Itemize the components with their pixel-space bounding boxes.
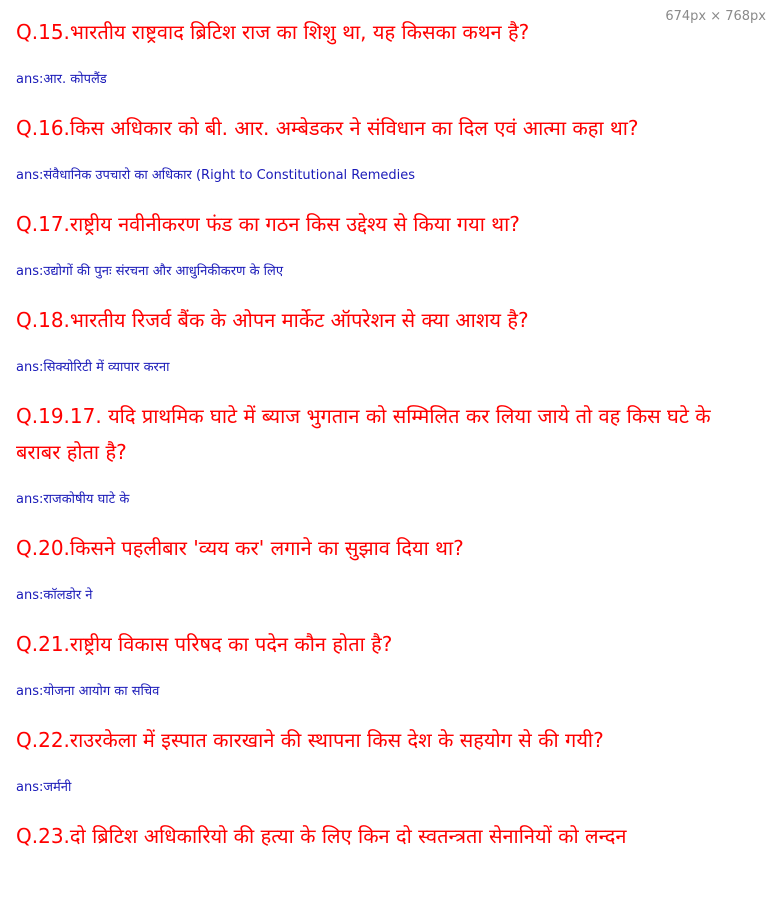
question-text: Q.23.दो ब्रिटिश अधिकारियो की हत्या के लिए किन दो स्वतन्त्रता सेनानियों को लन्दन bbox=[16, 824, 627, 848]
qa-item bbox=[16, 626, 758, 702]
qa-item bbox=[16, 302, 758, 378]
answer-text: ans:संवैधानिक उपचारो का अधिकार (Right to Constitutional Remedies bbox=[16, 168, 416, 183]
qa-item bbox=[16, 206, 758, 282]
answer-text: ans:कॉलडोर ने bbox=[16, 588, 93, 603]
question-text: Q.22.राउरकेला में इस्पात कारखाने की स्थापना किस देश के सहयोग से की गयी? bbox=[16, 728, 604, 752]
qa-item bbox=[16, 14, 758, 90]
dimension-badge: 674px × 768px bbox=[659, 6, 772, 27]
answer-text: ans:आर. कोपलैंड bbox=[16, 72, 107, 87]
qa-item bbox=[16, 818, 758, 854]
question-text: Q.15.भारतीय राष्ट्रवाद ब्रिटिश राज का शिशु था, यह किसका कथन है? bbox=[16, 20, 530, 44]
question-text: Q.19.17. यदि प्राथमिक घाटे में ब्याज भुगतान को सम्मिलित कर लिया जाये तो वह किस घटे के बराबर होता है? bbox=[16, 404, 711, 464]
answer-text: ans:उद्योगों की पुनः संरचना और आधुनिकीकरण के लिए bbox=[16, 264, 284, 279]
answer-text: ans:जर्मनी bbox=[16, 780, 72, 795]
answer-text: ans:सिक्योरिटी में व्यापार करना bbox=[16, 360, 170, 375]
question-text: Q.17.राष्ट्रीय नवीनीकरण फंड का गठन किस उद्देश्य से किया गया था? bbox=[16, 212, 520, 236]
question-text: Q.18.भारतीय रिजर्व बैंक के ओपन मार्केट ऑपरेशन से क्या आशय है? bbox=[16, 308, 529, 332]
question-text: Q.16.किस अधिकार को बी. आर. अम्बेडकर ने संविधान का दिल एवं आत्मा कहा था? bbox=[16, 116, 639, 140]
question-text: Q.21.राष्ट्रीय विकास परिषद का पदेन कौन होता है? bbox=[16, 632, 393, 656]
answer-text: ans:राजकोषीय घाटे के bbox=[16, 492, 130, 507]
qa-item bbox=[16, 530, 758, 606]
qa-item bbox=[16, 398, 758, 510]
qa-item bbox=[16, 110, 758, 186]
answer-text: ans:योजना आयोग का सचिव bbox=[16, 684, 160, 699]
question-text: Q.20.किसने पहलीबार 'व्यय कर' लगाने का सुझाव दिया था? bbox=[16, 536, 464, 560]
qa-item bbox=[16, 722, 758, 798]
